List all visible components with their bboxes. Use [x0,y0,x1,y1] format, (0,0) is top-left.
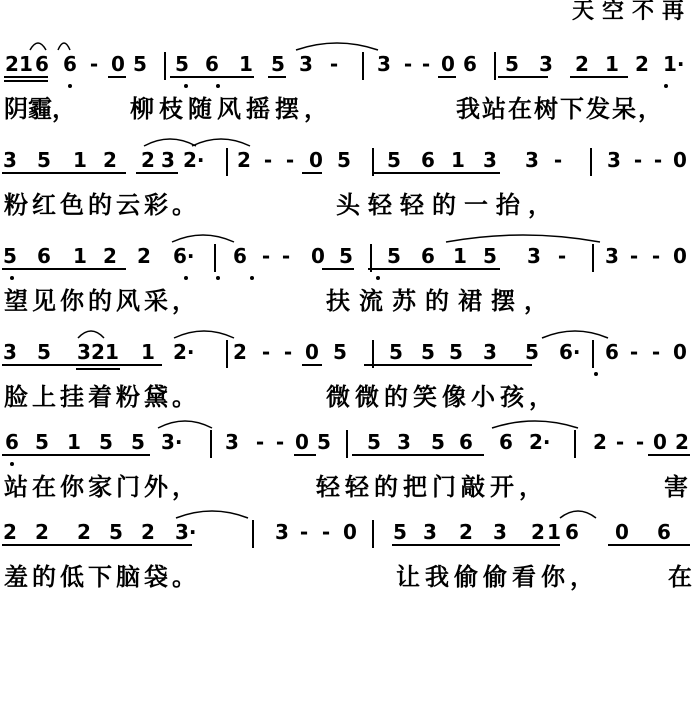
tie-slur [30,43,46,50]
lyric-segment: 在 [668,563,692,591]
note-token: 0 [653,430,667,454]
lyric-segment: 头轻轻的一抬， [336,191,560,219]
note-token: 3· [175,520,197,544]
barline [346,430,348,458]
barline [210,430,212,458]
note-token: 2· [529,430,551,454]
lyric-line [0,382,700,412]
lyric-segment: 轻轻的把门敲开， [316,473,548,501]
note-token: 1 [73,244,87,268]
note-token: 6 [605,340,619,364]
note-token: 6 [421,244,435,268]
note-token: 2 [103,244,117,268]
tie-slur [172,235,234,242]
note-token: - [299,520,309,544]
note-token: - [321,520,331,544]
note-token: - [553,148,563,172]
note-token: 3 [161,148,175,172]
note-token: 6 [463,52,477,76]
note-token: - [629,340,639,364]
music-row-3 [0,244,700,314]
note-token: 5 [421,340,435,364]
music-row-1 [0,52,700,122]
note-token: 1· [663,52,685,76]
note-token: 6 [459,430,473,454]
note-token: 1 [239,52,253,76]
barline [590,148,592,176]
note-token: - [263,148,273,172]
note-token: - [421,52,431,76]
note-token: - [275,430,285,454]
note-token: - [651,244,661,268]
note-token: 2 [5,52,19,76]
note-token: 3 [377,52,391,76]
note-token: 1 [453,244,467,268]
note-token: - [281,244,291,268]
lyric-segment: 微微的笑像小孩， [326,383,558,411]
note-token: 1 [141,340,155,364]
note-token: 3 [423,520,437,544]
note-token: 5 [35,430,49,454]
note-token: 1 [605,52,619,76]
note-token: 3 [299,52,313,76]
tie-slur [446,235,600,242]
barline [372,520,374,548]
barline [574,430,576,458]
note-token: 3 [493,520,507,544]
note-token: 5 [333,340,347,364]
notation-line [0,430,700,454]
note-token: 5 [133,52,147,76]
note-token: 6 [5,430,19,454]
note-token: 2· [183,148,205,172]
note-token: 5 [109,520,123,544]
note-token: 0 [441,52,455,76]
note-token: 0 [295,430,309,454]
note-token: 3 [225,430,239,454]
note-token: 6 [657,520,671,544]
barline [226,148,228,176]
note-token: - [629,244,639,268]
note-token: 2 [77,520,91,544]
lyric-segment: 脸上挂着粉黛。 [4,383,200,411]
note-token: 5 [505,52,519,76]
note-token: 2 [137,244,151,268]
notation-line [0,52,700,76]
note-token: 0 [673,148,687,172]
note-token: 1 [73,148,87,172]
note-token: 5 [37,148,51,172]
note-token: - [557,244,567,268]
note-token: 5 [431,430,445,454]
note-token: 5 [389,340,403,364]
note-token: - [633,148,643,172]
note-token: - [403,52,413,76]
song-title-fragment: 天空不再 [571,0,692,24]
note-token: 2 [141,520,155,544]
note-token: - [285,148,295,172]
lyric-segment: 我站在树下发呆， [456,95,664,123]
note-token: 2 [635,52,649,76]
music-row-4 [0,340,700,410]
barline [214,244,216,272]
note-token: 3 [77,340,91,364]
note-token: 2 [531,520,545,544]
note-token: 0 [343,520,357,544]
note-token: 5 [175,52,189,76]
lyric-segment: 站在你家门外， [4,473,200,501]
note-token: 2 [3,520,17,544]
tie-slur [174,331,234,338]
note-token: 0 [615,520,629,544]
note-token: - [653,148,663,172]
tie-slur [176,511,248,518]
note-token: 5 [449,340,463,364]
note-token: 0 [309,148,323,172]
note-token: 1 [451,148,465,172]
notation-line [0,340,700,364]
note-token: 5 [131,430,145,454]
tie-slur [296,43,378,50]
note-token: 3 [483,340,497,364]
note-token: 5 [339,244,353,268]
lyric-segment: 粉红色的云彩。 [4,191,200,219]
note-token: - [329,52,339,76]
lyric-line [0,190,700,220]
note-token: 2 [237,148,251,172]
note-token: 0 [111,52,125,76]
tie-slur [58,43,70,50]
barline [164,52,166,80]
music-row-6 [0,520,700,590]
tie-slur [158,421,212,428]
note-token: 6 [233,244,247,268]
note-token: - [635,430,645,454]
notation-line [0,520,700,544]
music-row-5 [0,430,700,500]
note-token: - [651,340,661,364]
music-row-2 [0,148,700,218]
note-token: 3 [275,520,289,544]
lyric-segment: 阴霾， [4,95,76,123]
note-token: - [261,244,271,268]
note-token: 5 [3,244,17,268]
note-token: 2 [575,52,589,76]
note-token: 1 [19,52,33,76]
note-token: 5 [393,520,407,544]
note-token: 1 [67,430,81,454]
note-token: 3· [161,430,183,454]
note-token: 6· [173,244,195,268]
note-token: 6 [205,52,219,76]
barline [592,340,594,368]
lyric-segment: 害 [664,473,688,501]
note-token: 3 [483,148,497,172]
note-token: 5 [337,148,351,172]
note-token: 5 [99,430,113,454]
lyric-segment: 柳枝随风摇摆， [130,95,333,123]
barline [372,148,374,176]
note-token: 2 [459,520,473,544]
note-token: 5 [387,244,401,268]
tie-slur [144,139,196,146]
barline [494,52,496,80]
note-token: 2 [103,148,117,172]
note-token: - [615,430,625,454]
note-token: 5 [271,52,285,76]
note-token: 0 [673,244,687,268]
lyric-segment: 扶流苏的裙摆， [326,287,557,315]
note-token: 3 [3,340,17,364]
notation-line [0,244,700,268]
tie-slur [492,421,578,428]
note-token: 0 [305,340,319,364]
barline [592,244,594,272]
note-token: 5 [37,340,51,364]
note-token: 6 [63,52,77,76]
note-token: - [261,340,271,364]
note-token: 3 [397,430,411,454]
note-token: 2 [233,340,247,364]
note-token: 3 [539,52,553,76]
note-token: 3 [3,148,17,172]
note-token: 3 [607,148,621,172]
notation-line [0,148,700,172]
barline [226,340,228,368]
note-token: 6 [35,52,49,76]
lyric-segment: 羞的低下脑袋。 [4,563,200,591]
lyric-line [0,562,700,592]
tie-slur [192,139,250,146]
note-token: 6 [499,430,513,454]
note-token: 1 [547,520,561,544]
lyric-segment: 望见你的风采， [4,287,200,315]
note-token: 5 [317,430,331,454]
tie-slur [542,331,608,338]
barline [370,244,372,272]
note-token: 1 [105,340,119,364]
lyric-segment: 让我偷偷看你， [396,563,599,591]
note-token: 2· [173,340,195,364]
note-token: - [283,340,293,364]
note-token: 3 [527,244,541,268]
lyric-line [0,472,700,502]
tie-slur [78,331,104,338]
note-token: 5 [387,148,401,172]
note-token: 2 [593,430,607,454]
note-token: 0 [311,244,325,268]
note-token: 6 [565,520,579,544]
barline [362,52,364,80]
note-token: 0 [673,340,687,364]
note-token: 3 [605,244,619,268]
barline [252,520,254,548]
note-token: - [255,430,265,454]
tie-slur [560,511,596,518]
barline [372,340,374,368]
note-token: 6 [421,148,435,172]
note-token: - [89,52,99,76]
note-token: 5 [525,340,539,364]
note-token: 2 [91,340,105,364]
note-token: 2 [141,148,155,172]
note-token: 5 [367,430,381,454]
lyric-line [0,94,700,124]
note-token: 6· [559,340,581,364]
note-token: 5 [483,244,497,268]
note-token: 2 [675,430,689,454]
note-token: 2 [35,520,49,544]
note-token: 3 [525,148,539,172]
lyric-line [0,286,700,316]
note-token: 6 [37,244,51,268]
